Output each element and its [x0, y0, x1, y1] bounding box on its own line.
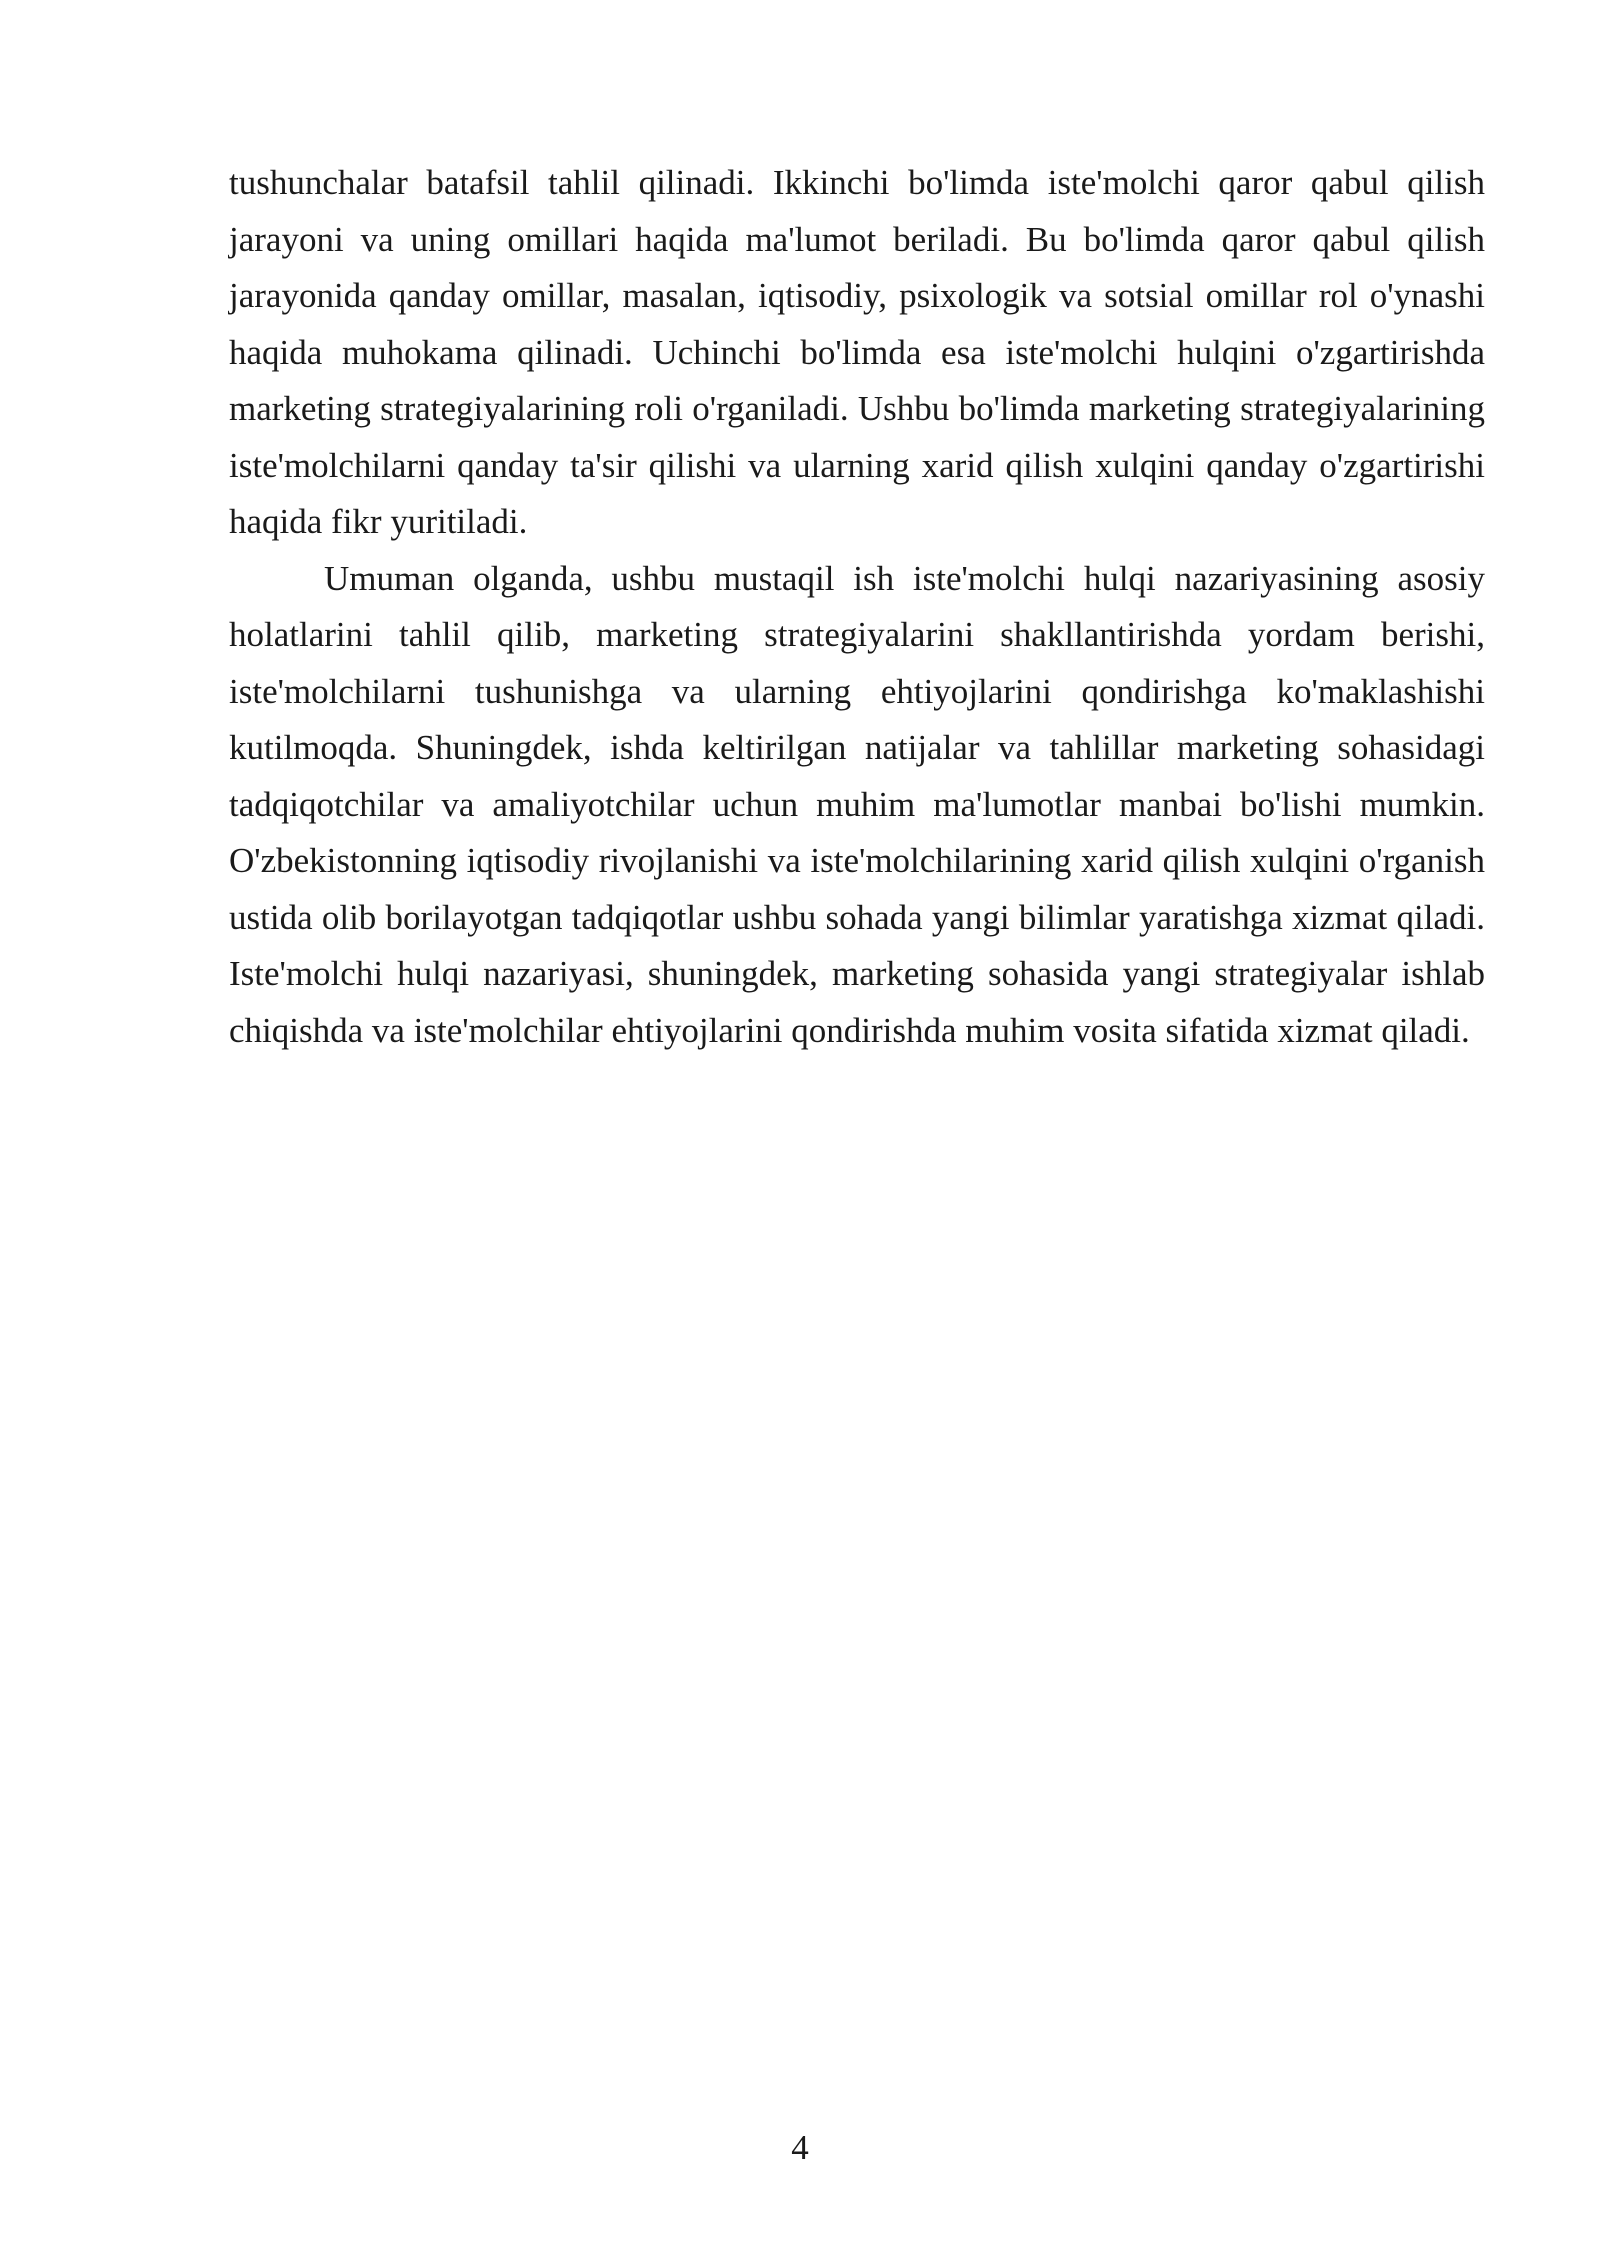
paragraph-summary: Umuman olganda, ushbu mustaqil ish iste'molchi hulqi nazariyasining asosiy holatlarini tahlil qilib, marketing strategiyalarini shakllantirishda yordam berishi, iste'molchilarni tushunishga va ularning ehtiyojlarini qondirishga ko'maklashishi kutilmoqda. Shuningdek, ishda keltirilgan natijalar va tahlillar marketing sohasidagi tadqiqotchilar va amaliyotchilar uchun muhim ma'lumotlar manbai bo'lishi mumkin. O'zbekistonning iqtisodiy rivojlanishi va iste'molchilarining xarid qilish xulqini o'rganish ustida olib borilayotgan tadqiqotlar ushbu sohada yangi bilimlar yaratishga xizmat qiladi. Iste'molchi hulqi nazariyasi, shuningdek, marketing sohasida yangi strategiyalar ishlab chiqishda va iste'molchilar ehtiyojlarini qondirishda muhim vosita sifatida xizmat qiladi.: [229, 558, 1485, 1050]
paragraph-continuation: tushunchalar batafsil tahlil qilinadi. Ikkinchi bo'limda iste'molchi qaror qabul qilish jarayoni va uning omillari haqida ma'lumot beriladi. Bu bo'limda qaror qabul qilish jarayonida qanday omillar, masalan, iqtisodiy, psixologik va sotsial omillar rol o'ynashi haqida muhokama qilinadi. Uchinchi bo'limda esa iste'molchi hulqini o'zgartirishda marketing strategiyalarining roli o'rganiladi. Ushbu bo'limda marketing strategiyalarining iste'molchilarni qanday ta'sir qilishi va ularning xarid qilish xulqini qanday o'zgartirishi haqida fikr yuritiladi.: [229, 163, 1485, 541]
page-number: 4: [791, 2128, 809, 2167]
body-text: [229, 155, 1485, 1059]
